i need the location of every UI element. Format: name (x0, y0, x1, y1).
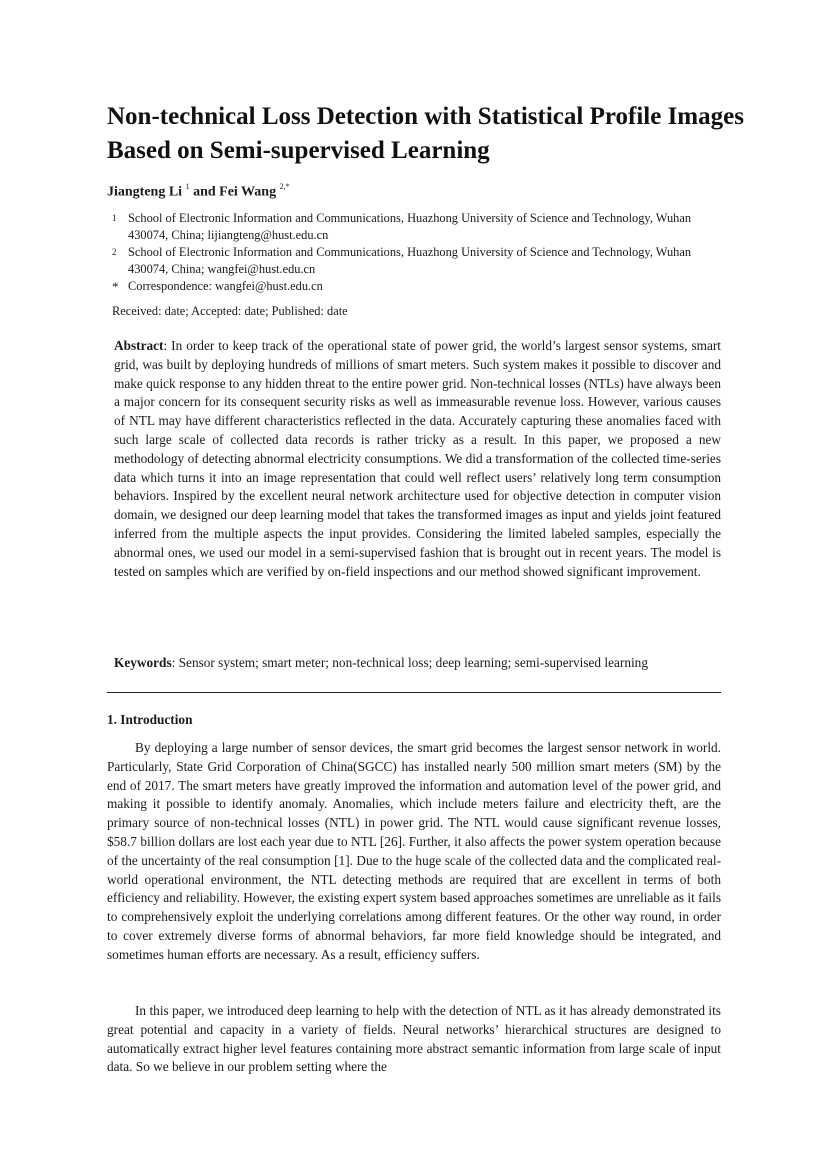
abstract-label: Abstract (114, 338, 164, 353)
correspondence (112, 278, 722, 295)
author-line (107, 183, 290, 201)
affiliation-text: School of Electronic Information and Communications, Huazhong University of Science and Technology, Wuhan 430074, China; wangfei@hust.edu.cn (128, 245, 692, 276)
section-heading: 1. Introduction (107, 712, 193, 727)
affiliation-marker: 1 (185, 182, 190, 191)
author-name: Jiangteng Li (107, 184, 183, 200)
affiliation-marker: 2,* (279, 182, 290, 191)
paper-title: Non-technical Loss Detection with Statistical Profile Images Based on Semi-supervised Learning (107, 103, 744, 164)
abstract (114, 337, 721, 581)
keywords-text: : Sensor system; smart meter; non-technical loss; deep learning; semi-supervised learning (171, 655, 648, 670)
affiliation-marker: 1 (112, 213, 117, 223)
author-name: Fei Wang (219, 184, 277, 200)
affiliation-text: School of Electronic Information and Communications, Huazhong University of Science and Technology, Wuhan 430074, China; lijiangteng@hust.edu.cn (128, 211, 692, 242)
keywords-label: Keywords (114, 655, 172, 670)
correspondence-text: Correspondence: wangfei@hust.edu.cn (128, 279, 323, 293)
abstract-text: : In order to keep track of the operational state of power grid, the world’s largest sensor systems, smart grid, was built by deploying hundreds of millions of smart meters. Such system makes it possible to discover and make quick response to any hidden threat to the entire power grid. Non-technical losses (NTLs) have always been a major concern for its consequent security risks as well as immeasurable revenue loss. However, various causes of NTL may have different characteristics reflected in the data. Accurately capturing these anomalies faced with such large scale of collected data records is rather tricky as a result. In this paper, we proposed a new methodology of detecting abnormal electricity consumptions. We did a transformation of the collected time-series data which turns it into an image representation that could well reflect users’ relatively long term consumption behaviors. Inspired by the excellent neural network architecture used for objective detection in computer vision domain, we designed our deep learning model that takes the transformed images as input and yields joint featured inferred from the multiple aspects the input provides. Considering the limited labeled samples, especially the abnormal ones, we used our model in a semi-supervised fashion that is brought out in recent years. The model is tested on samples which are verified by on-field inspections and our method showed significant improvement. (114, 338, 721, 579)
affiliation-2 (112, 244, 722, 278)
affiliation-marker: 2 (112, 247, 117, 257)
affiliation-1 (112, 210, 722, 244)
keywords (114, 655, 734, 671)
body-paragraph: In this paper, we introduced deep learning to help with the detection of NTL as it has already demonstrated its great potential and capacity in a variety of fields. Neural networks’ hierarchical structures are designed to automatically extract higher level features containing more abstract semantic information from large scale of input data. So we believe in our problem setting where the (107, 1003, 721, 1075)
section-divider (107, 692, 721, 693)
received-dates: Received: date; Accepted: date; Published: date (112, 304, 348, 318)
author-conjunction: and (189, 184, 220, 200)
body-paragraph: By deploying a large number of sensor devices, the smart grid becomes the largest sensor network in world. Particularly, State Grid Corporation of China(SGCC) has installed nearly 500 million smart meters (SM) by the end of 2017. The smart meters have greatly improved the information and automation level of the power grid, and making it possible to identify anomaly. Anomalies, which include meters failure and electricity theft, are the primary source of non-technical losses (NTL) in power grid. The NTL would cause significant revenue losses, $58.7 billion dollars are lost each year due to NTL [26]. Further, it also affects the power system operation because of the uncertainty of the real consumption [1]. Due to the huge scale of the collected data and the complicated real-world operational environment, the NTL detecting methods are required that are excellent in terms of both efficiency and reliability. However, the existing expert system based approaches sometimes are unreliable as it fails to comprehensively exploit the underlying correlations among different features. Or the other way round, in order to cover extremely diverse forms of abnormal behaviors, far more field knowledge should be integrated, and sometimes human efforts are necessary. As a result, efficiency suffers. (107, 740, 721, 962)
correspondence-marker: * (112, 279, 119, 294)
